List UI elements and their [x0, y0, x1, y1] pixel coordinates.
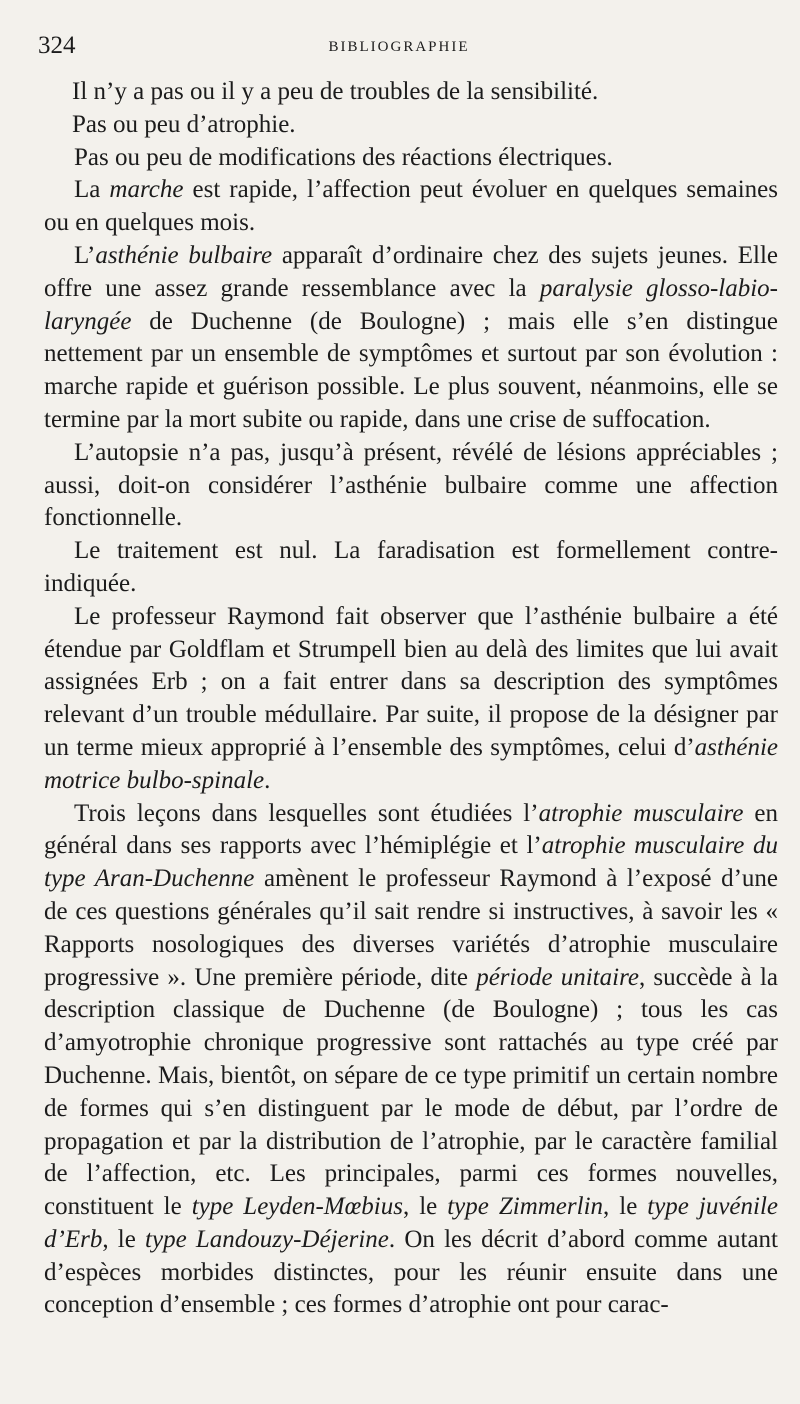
running-title: BIBLIOGRAPHIE: [328, 39, 470, 55]
paragraph-atrophy: Pas ou peu d’atrophie.: [72, 110, 296, 138]
body-text: [44, 76, 778, 1322]
paragraph-sensibility: Il n’y a pas ou il y a peu de troubles de la sensibilité.: [72, 78, 599, 105]
paragraph-raymond: Le professeur Raymond fait observer que l’asthénie bulbaire a été étendue par Goldflam et Strumpell bien au delà des limites que lui avait assignées Erb ; on a fait entrer dans sa description des symptômes relevant d’un trouble médullaire. Par suite, il propose de la désigner par un terme mieux approprié à l’ensemble des symptômes, celui d’asthénie motrice bulbo-spinale.: [44, 602, 778, 794]
paragraph-electrical-reactions: Pas ou peu de modifications des réactions électriques.: [74, 143, 613, 171]
paragraph-march: La marche est rapide, l’affection peut évoluer en quelques semaines ou en quelques mois.: [44, 176, 778, 237]
page-header: [38, 32, 760, 62]
paragraph-bulbar-asthenia: L’asthénie bulbaire apparaît d’ordinaire chez des sujets jeunes. Elle offre une assez grande ressemblance avec la paralysie glosso-labio-laryngée de Duchenne (de Boulogne) ; mais elle s’en distingue nettement par un ensemble de symptômes et surtout par son évolution : marche rapide et guérison possible. Le plus souvent, néanmoins, elle se termine par la mort subite ou rapide, dans une crise de suffocation.: [44, 241, 778, 433]
paragraph-autopsy: L’autopsie n’a pas, jusqu’à présent, révélé de lésions appréciables ; aussi, doit-on considérer l’asthénie bulbaire comme une affection fonctionnelle.: [44, 438, 778, 532]
paragraph-three-lessons: Trois leçons dans lesquelles sont étudiées l’atrophie musculaire en général dans ses rapports avec l’hémiplégie et l’atrophie musculaire du type Aran-Duchenne amènent le professeur Raymond à l’exposé d’une de ces questions générales qu’il sait rendre si instructives, à savoir les « Rapports nosologiques des diverses variétés d’atrophie musculaire progressive ». Une première période, dite période unitaire, succède à la description classique de Duchenne (de Boulogne) ; tous les cas d’amyotrophie chronique progressive sont rattachés au type créé par Duchenne. Mais, bientôt, on sépare de ce type primitif un certain nombre de formes qui s’en distinguent par le mode de début, par l’ordre de propagation et par la distribution de l’atrophie, par le caractère familial de l’affection, etc. Les principales, parmi ces formes nouvelles, constituent le type Leyden-Mœbius, le type Zimmerlin, le type juvénile d’Erb, le type Landouzy-Déjerine. On les décrit d’abord comme autant d’espèces morbides distinctes, pour les réunir ensuite dans une conception d’ensemble ; ces formes d’atrophie ont pour carac-: [44, 799, 778, 1319]
paragraph-treatment: Le traitement est nul. La faradisation est formellement contre-indiquée.: [44, 537, 778, 597]
page-number: 324: [38, 32, 76, 59]
